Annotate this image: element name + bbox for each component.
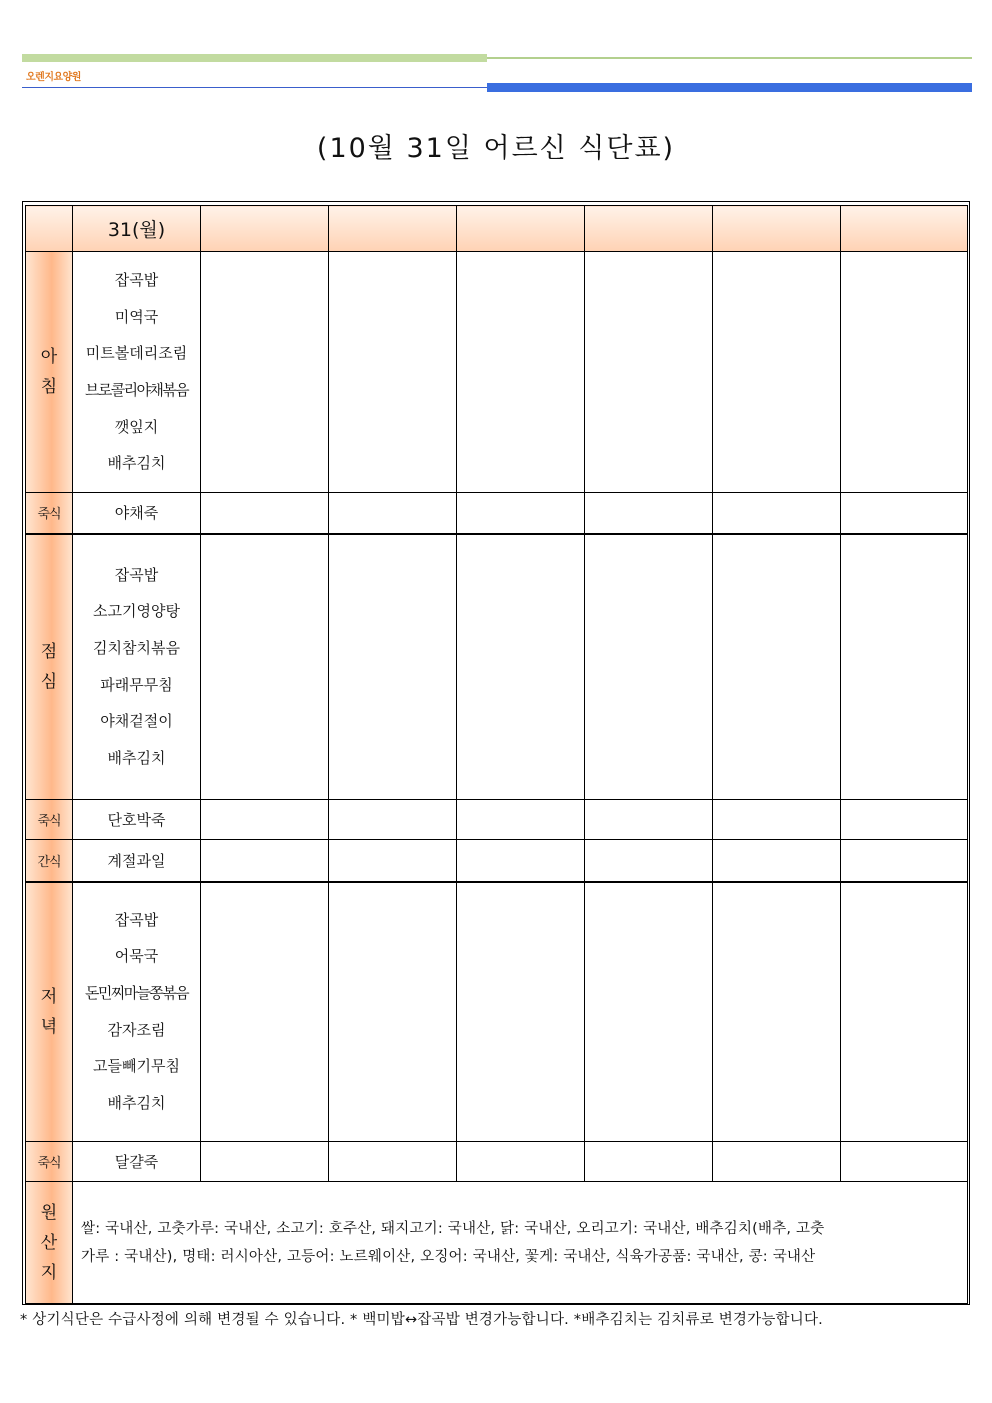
empty-cell [585,882,713,1142]
origin-line: 가루 : 국내산), 명태: 러시아산, 고등어: 노르웨이산, 오징어: 국내산, 꽃게: 국내산, 식육가공품: 국내산, 콩: 국내산 [81,1248,816,1265]
header-org-name: 오렌지요양원 [26,72,81,83]
empty-header-cell [457,206,585,252]
empty-cell [841,493,968,534]
empty-cell [841,534,968,800]
lunch-label: 점 심 [26,534,73,800]
menu-item: 어묵국 [114,947,159,966]
empty-cell [329,800,457,840]
breakfast-label: 아 침 [26,252,73,493]
menu-item: 감자조림 [107,1020,166,1039]
menu-item: 배추김치 [107,749,166,768]
menu-item: 배추김치 [107,1094,166,1113]
empty-cell [329,252,457,493]
empty-cell [585,840,713,882]
menu-table [25,205,968,1304]
menu-item: 깻잎지 [114,417,159,436]
porridge-label: 죽식 [26,800,73,840]
menu-item: 김치참치볶음 [93,639,180,658]
origin-text [73,1182,968,1304]
empty-cell [201,493,329,534]
empty-cell [841,252,968,493]
porridge-row-3 [26,1142,968,1182]
header-blue-line [22,87,487,88]
lunch-row [26,534,968,800]
menu-item: 고들빼기무침 [93,1057,180,1076]
footer-note: * 상기식단은 수급사정에 의해 변경될 수 있습니다. * 백미밥↔잡곡밥 변경가능합니다. *배추김치는 김치류로 변경가능합니다. [20,1312,823,1328]
porridge-item: 달걀죽 [73,1142,201,1182]
menu-item: 소고기영양탕 [93,602,180,621]
menu-item: 브로콜리야채볶음 [84,381,189,399]
origin-line: 쌀: 국내산, 고춧가루: 국내산, 소고기: 호주산, 돼지고기: 국내산, 닭: 국내산, 오리고기: 국내산, 배추김치(배추, 고춧 [81,1220,825,1237]
empty-cell [713,882,841,1142]
empty-header-cell [329,206,457,252]
porridge-row-1 [26,493,968,534]
header-corner-cell [26,206,73,252]
menu-item: 미역국 [114,307,159,326]
breakfast-row [26,252,968,493]
empty-cell [585,252,713,493]
empty-cell [201,534,329,800]
empty-cell [201,882,329,1142]
menu-item: 배추김치 [107,454,166,473]
empty-cell [713,493,841,534]
empty-cell [329,840,457,882]
lunch-menu [73,534,201,800]
empty-cell [713,840,841,882]
origin-label: 원 산 지 [26,1182,73,1304]
empty-cell [329,534,457,800]
dinner-label: 저 녁 [26,882,73,1142]
origin-row [26,1182,968,1304]
header-green-line [487,57,972,59]
menu-item: 미트볼데리조림 [85,344,188,363]
menu-item: 파래무무침 [100,675,173,694]
porridge-row-2 [26,800,968,840]
empty-cell [329,493,457,534]
empty-cell [457,1142,585,1182]
empty-cell [841,882,968,1142]
dinner-row [26,882,968,1142]
empty-header-cell [713,206,841,252]
page-title: (10월 31일 어르신 식단표) [316,133,676,164]
empty-cell [713,1142,841,1182]
empty-cell [201,1142,329,1182]
empty-cell [585,493,713,534]
empty-header-cell [585,206,713,252]
empty-header-cell [201,206,329,252]
day-header: 31(월) [73,206,201,252]
menu-item: 잡곡밥 [114,910,159,929]
empty-cell [585,800,713,840]
empty-cell [841,800,968,840]
empty-cell [457,493,585,534]
empty-cell [713,534,841,800]
menu-table-frame [22,201,970,1305]
porridge-item: 야채죽 [73,493,201,534]
empty-cell [201,840,329,882]
empty-cell [457,882,585,1142]
empty-cell [201,800,329,840]
header-blue-bar [487,83,972,92]
porridge-item: 단호박죽 [73,800,201,840]
menu-item: 잡곡밥 [114,565,159,584]
empty-cell [457,534,585,800]
dinner-menu [73,882,201,1142]
empty-cell [585,534,713,800]
snack-item: 계절과일 [73,840,201,882]
snack-label: 간식 [26,840,73,882]
menu-item: 야채겉절이 [100,712,173,731]
empty-cell [329,1142,457,1182]
empty-cell [457,800,585,840]
header-green-bar [22,54,487,62]
snack-row [26,840,968,882]
menu-item: 돈민찌마늘쫑볶음 [84,984,189,1003]
table-header-row [26,206,968,252]
breakfast-menu [73,252,201,493]
empty-cell [201,252,329,493]
empty-cell [329,882,457,1142]
empty-cell [585,1142,713,1182]
empty-cell [713,252,841,493]
menu-item: 잡곡밥 [114,270,159,289]
empty-cell [457,840,585,882]
empty-cell [457,252,585,493]
empty-header-cell [841,206,968,252]
porridge-label: 죽식 [26,493,73,534]
porridge-label: 죽식 [26,1142,73,1182]
empty-cell [841,1142,968,1182]
empty-cell [713,800,841,840]
empty-cell [841,840,968,882]
